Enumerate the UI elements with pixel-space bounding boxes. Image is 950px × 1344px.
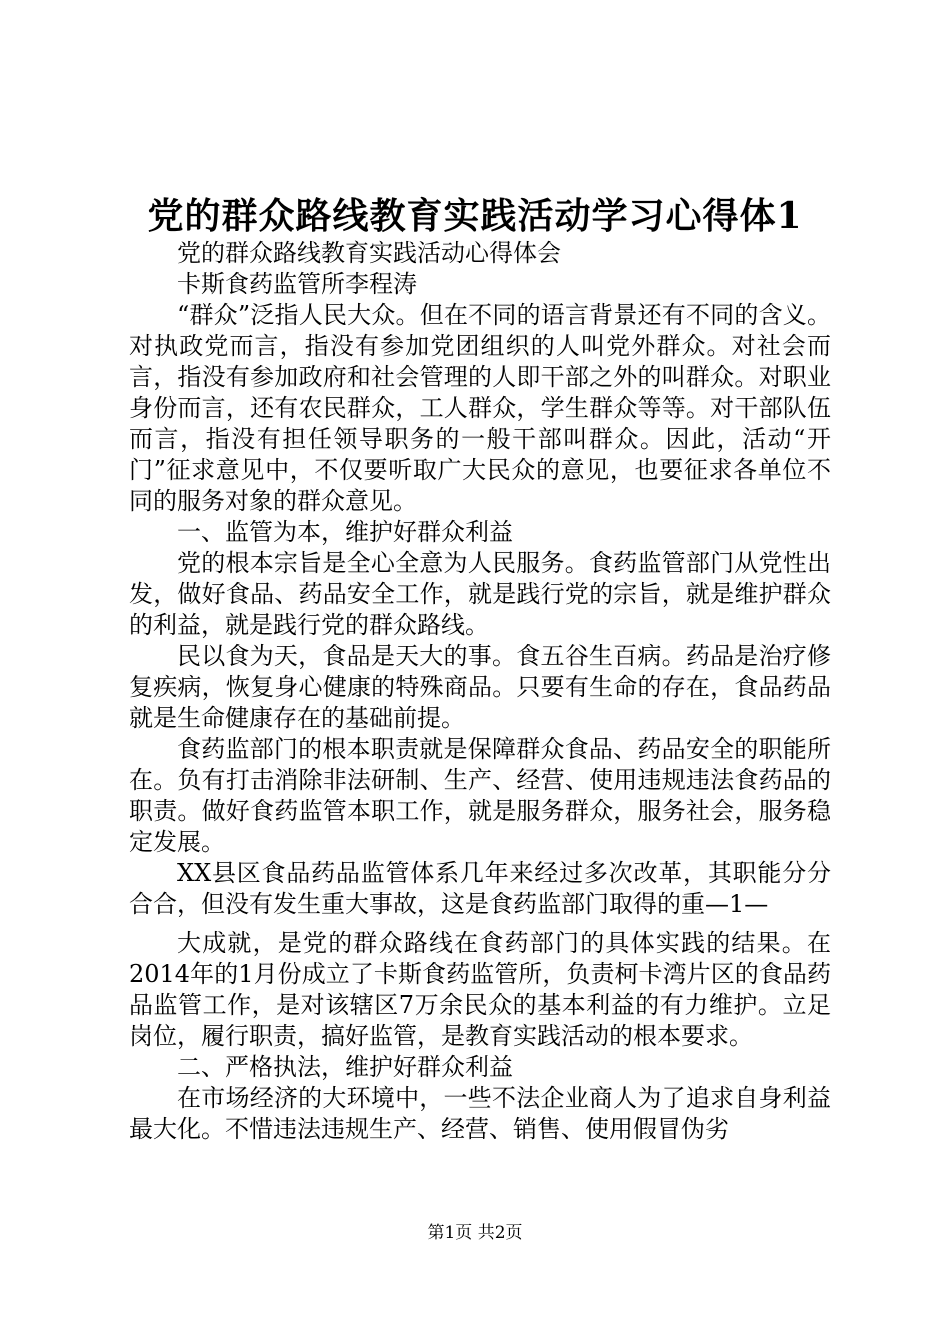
paragraph: 食药监部门的根本职责就是保障群众食品、药品安全的职能所在。负有打击消除非法研制、生产、经营、使用违规违法食药品的职责。做好食药监管本职工作，就是服务群众，服务社会，服务稳定发展。 [129,735,831,856]
body-text-block [129,238,831,920]
document-subtitle: 党的群众路线教育实践活动心得体会 [177,239,561,267]
section-heading: 二、严格执法，维护好群众利益 [177,1053,513,1081]
document-author: 卡斯食药监管所李程涛 [177,270,417,298]
paragraph: 党的根本宗旨是全心全意为人民服务。食药监管部门从党性出发，做好食品、药品安全工作，就是践行党的宗旨，就是维护群众的利益，就是践行党的群众路线。 [129,549,831,639]
body-text-block [129,928,831,1145]
paragraph: 民以食为天，食品是天大的事。食五谷生百病。药品是治疗修复疾病，恢复身心健康的特殊商品。只要有生命的存在，食品药品就是生命健康存在的基础前提。 [129,642,831,732]
page-footer: 第1页 共2页 [427,1223,523,1243]
paragraph: 在市场经济的大环境中，一些不法企业商人为了追求自身利益最大化。不惜违法违规生产、经营、销售、使用假冒伪劣 [129,1084,831,1143]
paragraph: 大成就，是党的群众路线在食药部门的具体实践的结果。在2014年的1月份成立了卡斯食药监管所，负责柯卡湾片区的食品药品监管工作，是对该辖区7万余民众的基本利益的有力维护。立足岗位，履行职责，搞好监管，是教育实践活动的根本要求。 [129,929,831,1050]
document-title: 党的群众路线教育实践活动学习心得体1 [147,195,803,237]
paragraph: XX县区食品药品监管体系几年来经过多次改革，其职能分分合合，但没有发生重大事故，这是食药监部门取得的重—1— [129,859,831,918]
section-heading: 一、监管为本，维护好群众利益 [177,518,513,546]
paragraph: “群众”泛指人民大众。但在不同的语言背景还有不同的含义。对执政党而言，指没有参加党团组织的人叫党外群众。对社会而言，指没有参加政府和社会管理的人即干部之外的叫群众。对职业身份而言，还有农民群众，工人群众，学生群众等等。对干部队伍而言，指没有担任领导职务的一般干部叫群众。因此，活动“开门”征求意见中，不仅要听取广大民众的意见，也要征求各单位不同的服务对象的群众意见。 [129,301,831,515]
